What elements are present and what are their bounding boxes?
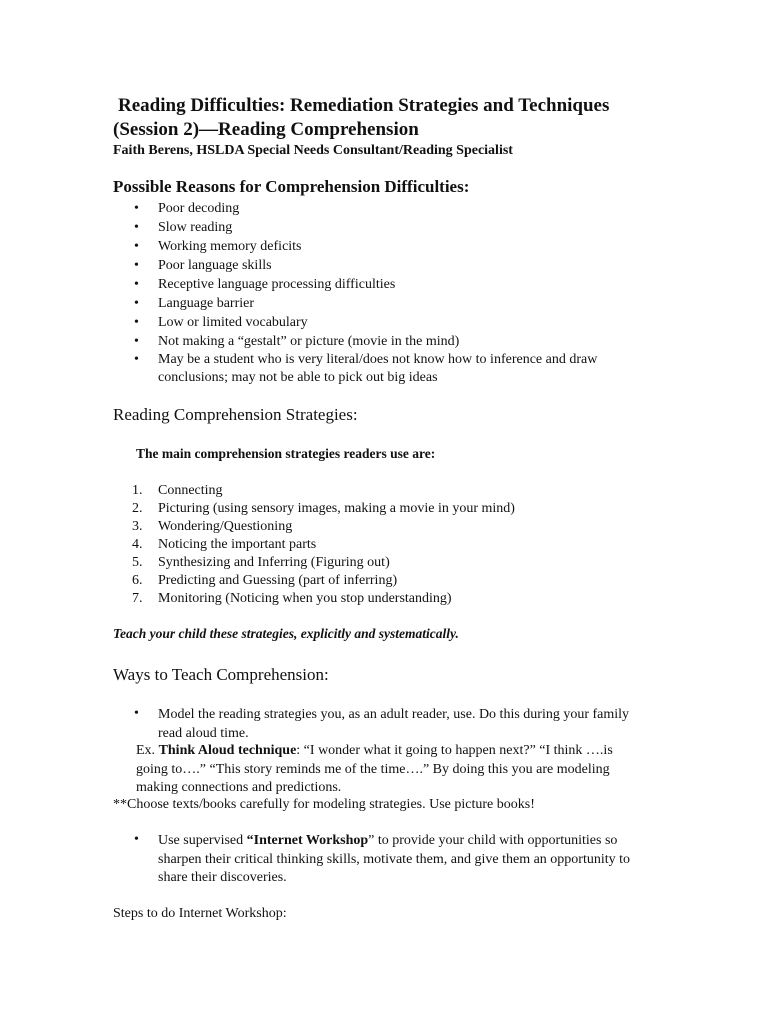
strategies-subheading: The main comprehension strategies readers use are: [136, 446, 436, 461]
author-line: Faith Berens, HSLDA Special Needs Consultant/Reading Specialist [113, 143, 513, 158]
list-item: 3. Wondering/Questioning [132, 519, 293, 534]
ways-bullet-model: Model the reading strategies you, as an adult reader, use. Do this during your family read aloud time. [158, 707, 630, 741]
title-line-2: (Session 2)—Reading Comprehension [113, 119, 419, 140]
list-item: • Low or limited vocabulary [130, 313, 670, 332]
think-aloud-label: Think Aloud technique [158, 743, 297, 758]
steps-heading: Steps to do Internet Workshop: [113, 906, 287, 921]
emphasis-note: Teach your child these strategies, explicitly and systematically. [113, 626, 459, 641]
list-item: 2. Picturing (using sensory images, making a movie in your mind) [132, 501, 515, 516]
list-item: 5. Synthesizing and Inferring (Figuring out) [132, 555, 390, 570]
list-item: • Not making a “gestalt” or picture (movie in the mind) [130, 332, 670, 351]
strategies-heading: Reading Comprehension Strategies: [113, 405, 358, 424]
list-item: • May be a student who is very literal/does not know how to inference and draw conclusions; may not be able to pick out big ideas [130, 351, 670, 387]
list-item: • Poor language skills [130, 256, 670, 275]
list-item: • Receptive language processing difficulties [130, 275, 670, 294]
bullet-marker: • [134, 832, 139, 847]
reasons-heading: Possible Reasons for Comprehension Difficulties: [113, 177, 470, 196]
ways-bullet-internet: Use supervised “Internet Workshop” to provide your child with opportunities so sharpen their critical thinking skills, motivate them, and give them an opportunity to share their discoveries. [158, 833, 631, 885]
list-item: 4. Noticing the important parts [132, 537, 317, 552]
internet-workshop-label: “Internet Workshop [246, 833, 369, 848]
ways-heading: Ways to Teach Comprehension: [113, 665, 329, 684]
bullet-marker: • [134, 706, 139, 721]
list-item: • Poor decoding [130, 199, 670, 218]
list-item: 6. Predicting and Guessing (part of inferring) [132, 573, 398, 588]
list-item: 1. Connecting [132, 483, 223, 498]
list-item: • Working memory deficits [130, 237, 670, 256]
reasons-list [130, 199, 670, 387]
list-item: • Language barrier [130, 294, 670, 313]
title-line-1: Reading Difficulties: Remediation Strategies and Techniques [118, 95, 610, 116]
picture-books-note: **Choose texts/books carefully for modeling strategies. Use picture books! [113, 797, 535, 812]
list-item: 7. Monitoring (Noticing when you stop understanding) [132, 591, 452, 606]
think-aloud-example: Ex. Think Aloud technique: “I wonder what it going to happen next?” “I think ….is going to….” “This story reminds me of the time….” By doing this you are modeling making connections and predictions. [136, 743, 613, 795]
strategies-list [130, 482, 670, 608]
list-item: • Slow reading [130, 218, 670, 237]
